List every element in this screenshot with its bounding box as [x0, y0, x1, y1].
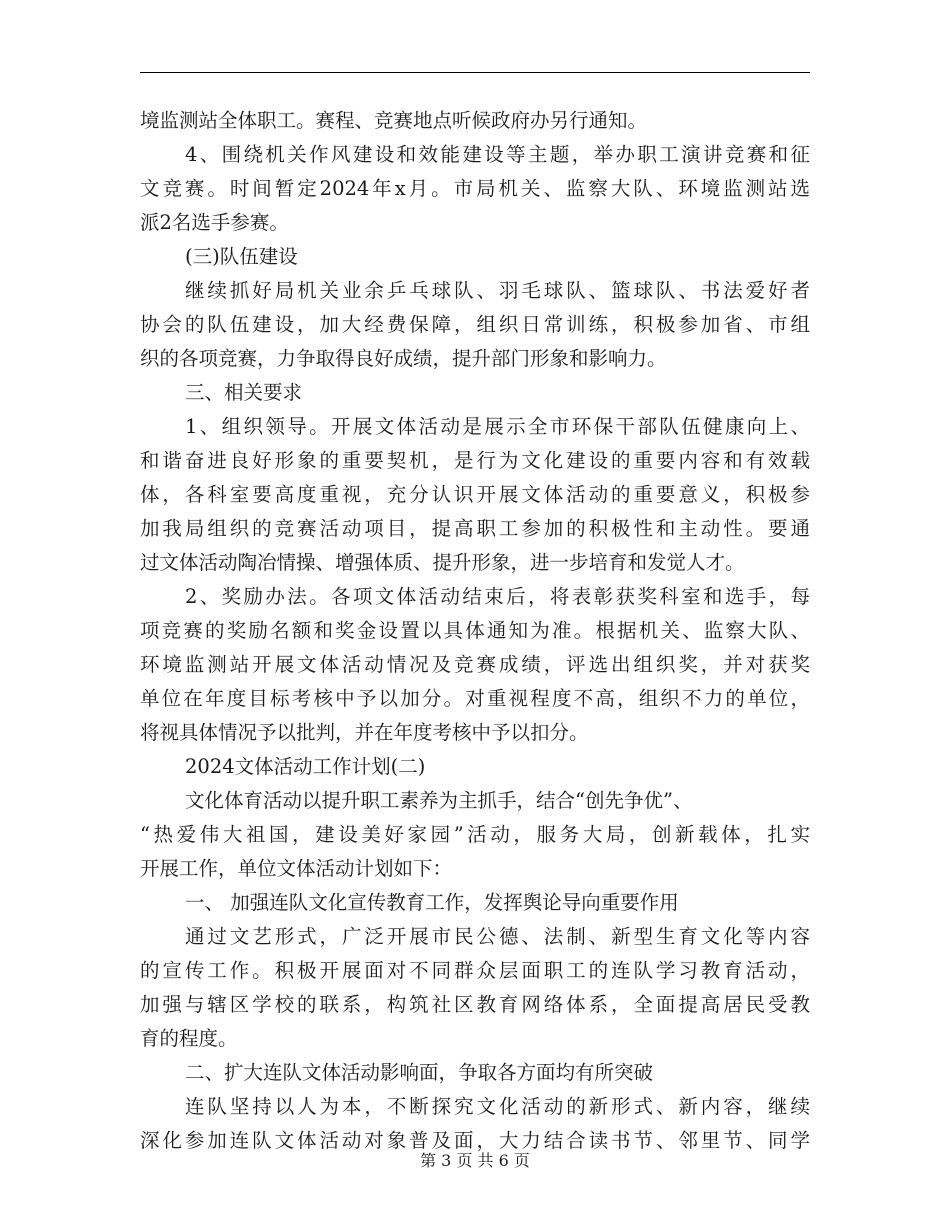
- document-body: [140, 104, 810, 1158]
- text-line: 和谐奋进良好形象的重要契机，是行为文化建设的重要内容和有效载: [140, 449, 810, 472]
- text-line: 4、围绕机关作风建设和效能建设等主题，举办职工演讲竞赛和征: [185, 143, 810, 166]
- text-line: 加我局组织的竞赛活动项目，提高职工参加的积极性和主动性。要通: [140, 517, 810, 540]
- text-line: 单位在年度目标考核中予以加分。对重视程度不高，组织不力的单位，: [140, 687, 810, 710]
- text-line: (三)队伍建设: [185, 245, 298, 268]
- text-line: 1、组织领导。开展文体活动是展示全市环保干部队伍健康向上、: [185, 415, 810, 438]
- text-line: 育的程度。: [140, 1027, 238, 1050]
- text-line: 文化体育活动以提升职工素养为主抓手，结合“创先争优”、: [185, 789, 693, 812]
- text-line: 三、相关要求: [185, 381, 303, 404]
- text-line: 开展工作，单位文体活动计划如下：: [140, 857, 453, 880]
- text-line: 协会的队伍建设，加大经费保障，组织日常训练，积极参加省、市组: [140, 313, 810, 336]
- text-line: 环境监测站开展文体活动情况及竞赛成绩，评选出组织奖，并对获奖: [140, 653, 810, 676]
- text-line: 通过文艺形式，广泛开展市民公德、法制、新型生育文化等内容: [185, 925, 810, 948]
- text-line: 连队坚持以人为本，不断探究文化活动的新形式、新内容，继续: [185, 1095, 810, 1118]
- text-line: 过文体活动陶冶情操、增强体质、提升形象，进一步培育和发觉人才。: [140, 551, 745, 574]
- text-line: 境监测站全体职工。赛程、竞赛地点听候政府办另行通知。: [140, 109, 648, 132]
- text-line: 项竞赛的奖励名额和奖金设置以具体通知为准。根据机关、监察大队、: [140, 619, 810, 642]
- text-line: 文竞赛。时间暂定2024年x月。市局机关、监察大队、环境监测站选: [140, 177, 810, 200]
- text-line: 的宣传工作。积极开展面对不同群众层面职工的连队学习教育活动，: [140, 959, 810, 982]
- text-line: 派2名选手参赛。: [140, 211, 289, 234]
- text-line: 体，各科室要高度重视，充分认识开展文体活动的重要意义，积极参: [140, 483, 810, 506]
- text-line: 一、 加强连队文化宣传教育工作，发挥舆论导向重要作用: [185, 891, 679, 914]
- text-line: “热爱伟大祖国，建设美好家园”活动，服务大局，创新载体，扎实: [140, 823, 810, 846]
- page-number-footer: 第 3 页 共 6 页: [420, 1151, 530, 1170]
- header-rule: [140, 72, 810, 73]
- text-line: 继续抓好局机关业余乒乓球队、羽毛球队、篮球队、书法爱好者: [185, 279, 810, 302]
- text-line: 2024文体活动工作计划(二): [185, 755, 426, 778]
- text-line: 将视具体情况予以批判，并在年度考核中予以扣分。: [140, 721, 589, 744]
- text-line: 加强与辖区学校的联系，构筑社区教育网络体系，全面提高居民受教: [140, 993, 810, 1016]
- text-line: 2、奖励办法。各项文体活动结束后，将表彰获奖科室和选手，每: [185, 585, 810, 608]
- text-line: 织的各项竞赛，力争取得良好成绩，提升部门形象和影响力。: [140, 347, 667, 370]
- text-line: 深化参加连队文体活动对象普及面，大力结合读书节、邻里节、同学: [140, 1129, 810, 1152]
- text-line: 二、扩大连队文体活动影响面，争取各方面均有所突破: [185, 1061, 654, 1084]
